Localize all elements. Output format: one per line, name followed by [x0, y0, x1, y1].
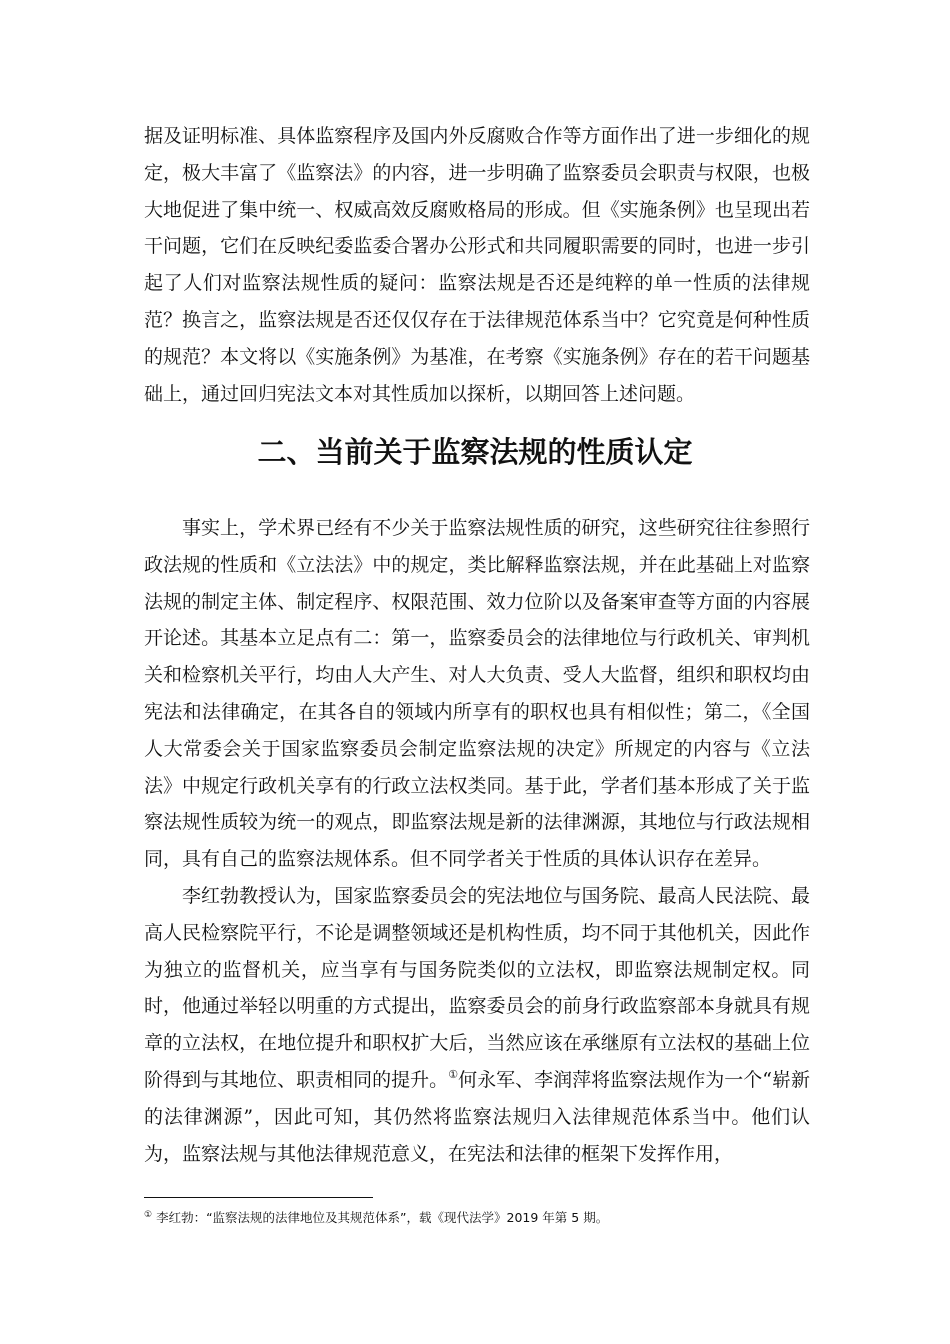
section-heading: 二、当前关于监察法规的性质认定	[257, 435, 693, 469]
section-paragraph-1: 事实上，学术界已经有不少关于监察法规性质的研究，这些研究往往参照行政法规的性质和《立法法》中的规定，类比解释监察法规，并在此基础上对监察法规的制定主体、制定程序、权限范围、效力位阶以及备案审查等方面的内容展开论述。其基本立足点有二：第一，监察委员会的法律地位与行政机关、审判机关和检察机关平行，均由人大产生、对人大负责、受人大监督，组织和职权均由宪法和法律确定，在其各自的领域内所享有的职权也具有相似性；第二，《全国人大常委会关于国家监察委员会制定监察法规的决定》所规定的内容与《立法法》中规定行政机关享有的行政立法权类同。基于此，学者们基本形成了关于监察法规性质较为统一的观点，即监察法规是新的法律渊源，其地位与行政法规相同，具有自己的监察法规体系。但不同学者关于性质的具体认识存在差异。	[144, 517, 810, 871]
continuation-paragraph: 据及证明标准、具体监察程序及国内外反腐败合作等方面作出了进一步细化的规定，极大丰富了《监察法》的内容，进一步明确了监察委员会职责与权限，也极大地促进了集中统一、权威高效反腐败格局的形成。但《实施条例》也呈现出若干问题，它们在反映纪委监委合署办公形式和共同履职需要的同时，也进一步引起了人们对监察法规性质的疑问：监察法规是否还是纯粹的单一性质的法律规范？换言之，监察法规是否还仅仅存在于法律规范体系当中？它究竟是何种性质的规范？本文将以《实施条例》为基准，在考察《实施条例》存在的若干问题基础上，通过回归宪法文本对其性质加以探析，以期回答上述问题。	[144, 125, 810, 405]
footnote	[144, 1208, 844, 1228]
footnote-text: 李红勃：“监察法规的法律地位及其规范体系”，载《现代法学》2019 年第 5 期。	[156, 1210, 609, 1225]
section-paragraph-2	[144, 878, 810, 1172]
section-paragraph-2-text-b: 何永军、李润萍将监察法规作为一个“崭新的法律渊源”，因此可知，其仍然将监察法规归入法律规范体系当中。他们认为，监察法规与其他法律规范意义，在宪法和法律的框架下发挥作用，	[144, 1068, 810, 1165]
footnote-divider	[144, 1197, 373, 1198]
section-body	[144, 510, 810, 1172]
footnote-marker: ①	[144, 1210, 153, 1220]
section-paragraph-2-text-a: 李红勃教授认为，国家监察委员会的宪法地位与国务院、最高人民法院、最高人民检察院平行，不论是调整领域还是机构性质，均不同于其他机关，因此作为独立的监督机关，应当享有与国务院类似的立法权，即监察法规制定权。同时，他通过举轻以明重的方式提出，监察委员会的前身行政监察部本身就具有规章的立法权，在地位提升和职权扩大后，当然应该在承继原有立法权的基础上位阶得到与其地位、职责相同的提升。	[144, 884, 810, 1091]
footnote-reference[interactable]: ①	[448, 1067, 459, 1081]
